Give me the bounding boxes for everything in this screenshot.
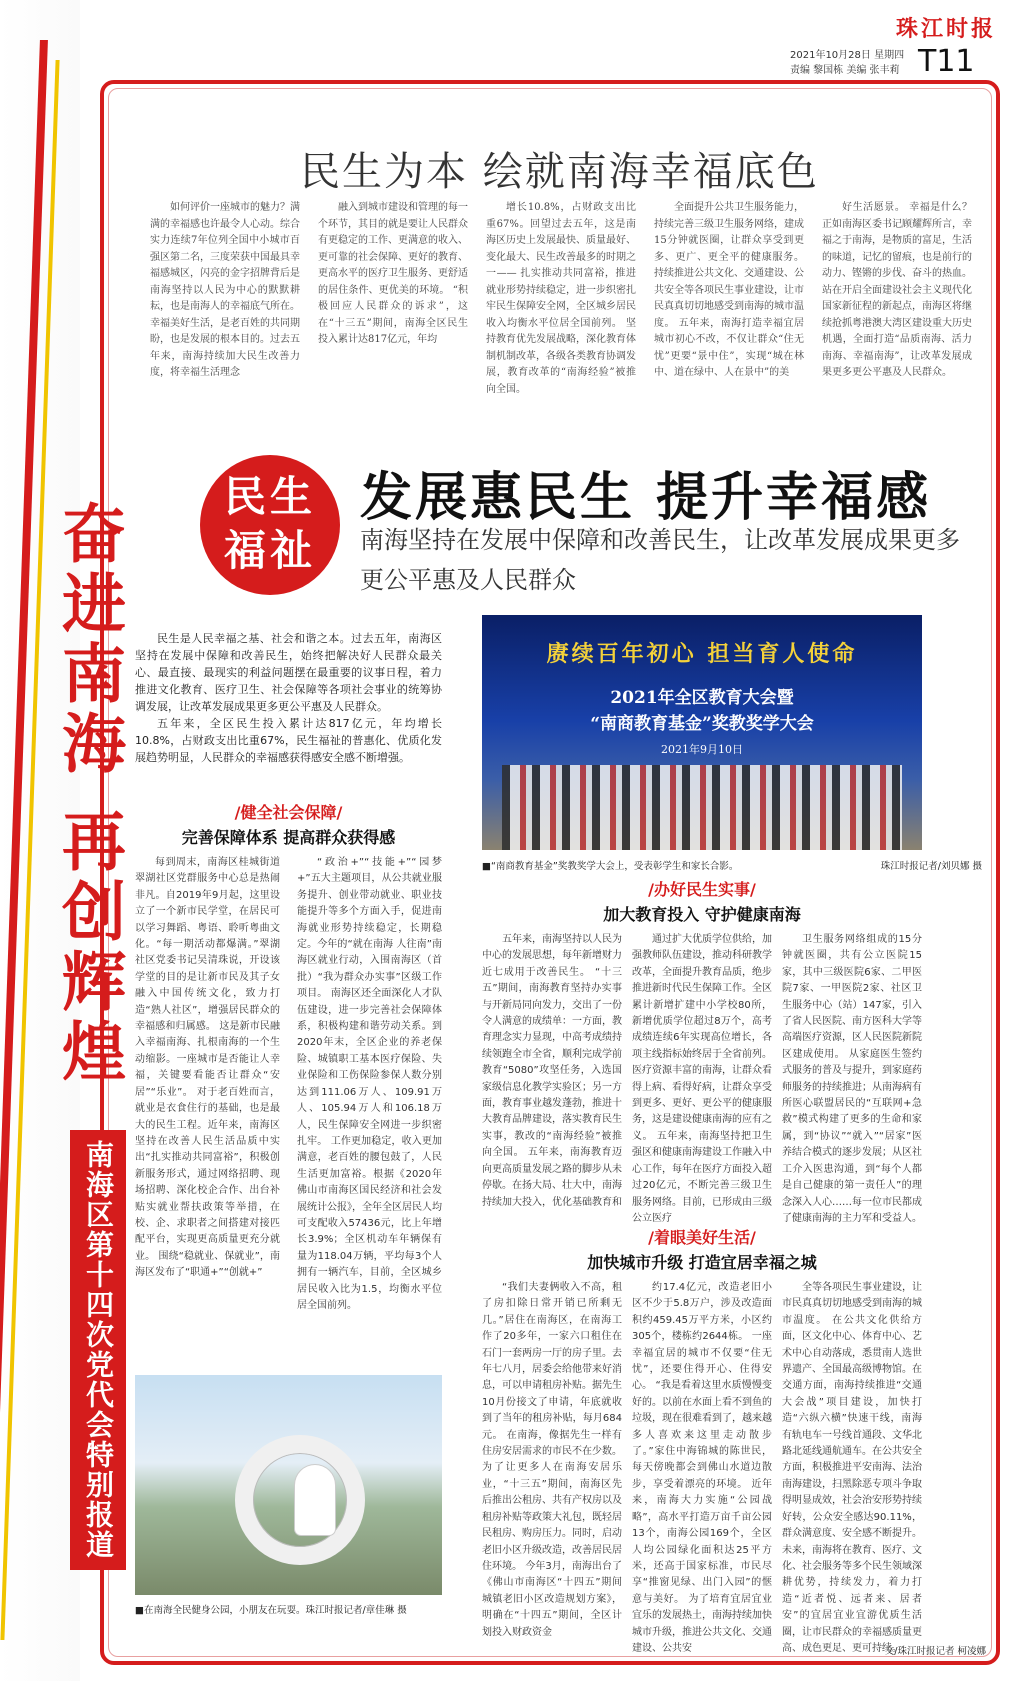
- editor-credits: 责编 黎国栋 美编 张丰莉: [790, 65, 900, 76]
- sec3-column-2: 约17.4亿元，改造老旧小区不少于5.8万户，涉及改造面积约459.45万平方米，小区约305个，楼栋约2644栋。 一座幸福宜居的城市不仅要“住无忧”，还要住得开心、住得安心。 “我是看着这里水质慢慢变好的。以前在水面上看不到鱼的垃圾，现在很难看到了，越来越多人喜欢来这里走动散步了。”家住中海锦城的陈世民，每天傍晚都会到佛山水道边散步，享受着漂亮的环境。 近年来，南海大力实施“公园战略”，高水平打造万亩千亩公园13个，南海公园169个，全区人均公园绿化面积达25平方米，还高于国家标准，市民尽享“推窗见绿、出门入园”的惬意与美好。 为了培育宜居宜业宜乐的发展热土，南海持续加快城市升级，推进公共文化、交通建设、公共安: [632, 1282, 772, 1654]
- article-byline: 文/珠江时报记者 柯凌娜: [884, 1646, 986, 1657]
- top-column-2: 融入到城市建设和管理的每一个环节，其目的就是要让人民群众有更稳定的工作、更满意的收入、更可靠的社会保障、更好的教育、更高水平的医疗卫生服务、更舒适的居住条件、更优美的环境。 “积极回应人民群众的诉求”，这在“十三五”期间，南海全区民生投入累计达817亿元，年均: [318, 202, 468, 345]
- photo-banner-title-1: 2021年全区教育大会暨: [610, 688, 794, 708]
- top-column-3: 增长10.8%，占财政支出比重67%。回望过去五年，这是南海区历史上发展最快、质量最好、变化最大、民生改善最多的时期之一—— 扎实推动共同富裕，推进就业形势持续稳定，进一步织密扎牢民生保障安全网，全区城乡居民收入均衡水平位居全国前列。 坚持教育优先发展战略，深化教育体制机制改革，各级各类教育协调发展，教育改革的“南海经验”被推向全国。: [486, 202, 636, 395]
- sec2-column-1: 五年来，南海坚持以人民为中心的发展思想，每年新增财力近七成用于改善民生。 “十三五”期间，南海教育坚持办实事与开新局同向发力，交出了一份令人满意的成绩单：一方面，教育理念实力显现，中高考成绩持续领跑全市全省，顺利完成学前教育“5080”攻坚任务，入选国家级信息化教学实验区；另一方面，教育事业越发蓬勃，推进十大教育品牌建设，落实教育民生实事，教改的“南海经验”被推向全国。 五年来，南海教育迈向更高质量发展之路的脚步从未停歇。在扬大局、壮大中，南海持续加大投入，优化基础教育和: [482, 934, 622, 1208]
- top-column-1: 如何评价一座城市的魅力？满满的幸福感也许最令人心动。综合实力连续7年位列全国中小城市百强区第二名，三度荣获中国最具幸福感城区，闪亮的金字招牌背后是南海坚持以人民为中心的默默耕耘，也是南海人的幸福底气所在。 幸福美好生活，是老百姓的共同期盼，也是发展的根本目的。过去五年来，南海持续加大民生改善力度，将幸福生活理念: [150, 202, 300, 378]
- sec2-column-3: 卫生服务网络组成的15分钟就医圈，共有公立医院15家，其中三级医院6家、二甲医院7家、一甲医院2家、社区卫生服务中心（站）147家，引入了省人民医院、南方医科大学等高端医疗资源，区人民医院新院区建成使用。 从家庭医生签约式服务的普及与提升，到家庭药师服务的持续推进；从南海病有所医心联盟居民的“互联网+急救”模式构建了更多的生命和家属，到“协议”“就入”“居家”医养结合模式的逐步发展；从区社工介入医患沟通，到“每个人都是自己健康的第一责任人”的理念深入人心……每一位市民都成了健康南海的主力军和受益人。: [782, 934, 922, 1224]
- sec3-tag: /着眼美好生活/: [648, 1228, 756, 1247]
- sec2-tag: /办好民生实事/: [648, 880, 756, 899]
- photo-banner-slogan: 赓续百年初心 担当育人使命: [546, 641, 858, 667]
- sec2-title: 加大教育投入 守护健康南海: [603, 905, 801, 924]
- top-column-4: 全面提升公共卫生服务能力，持续完善三级卫生服务网络，建成15分钟就医圈，让群众享受到更多、更广、更全平的健康服务。 持续推进公共文化、交通建设、公共安全等各项民生事业建设，让市民真真切切地感受到南海的城市温度。 五年来，南海打造幸福宜居城市初心不改，不仅让群众“住无忧”更要“景中住”，实现“城在林中、道在绿中、人在景中”的美: [654, 202, 804, 378]
- sec1-title: 完善保障体系 提高群众获得感: [181, 828, 396, 847]
- sec1-tag: /健全社会保障/: [234, 803, 343, 822]
- child-figure: [295, 1465, 335, 1535]
- education-conference-photo: [482, 615, 922, 850]
- feature-subhead: 南海坚持在发展中保障和改善民生，让改革发展成果更多更公平惠及人民群众: [360, 526, 960, 594]
- sec1-column-1: 每到周末，南海区桂城街道翠湖社区党群服务中心总是热闹非凡。自2019年9月起，这里设立了一个新市民学堂，在居民可以学习舞蹈、粤语、聆听粤曲文化。“每一期活动都爆满。”翠湖社区党委书记吴清珠说，开设该学堂的目的是让新市民及其子女融入中国传统文化，致力打造“熟人社区”，增强居民群众的幸福感和归属感。 这是新市民融入幸福南海、扎根南海的一个生动缩影。一座城市是否能让人幸福，关键要看能否让群众“安居”“乐业”。 对于老百姓而言，就业是衣食住行的基础，也是最大的民生工程。近年来，南海区坚持在改善人民生活品质中实出“扎实推动共同富裕”，积极创新服务形式，通过网络招聘、现场招聘、深化校企合作、出台补贴实就业帮扶政策等举措，在校、企、求职者之间搭建对接匹配平台，实现更高质量更充分就业。 围绕“稳就业、保就业”，南海区发布了“职通+”“创就+”: [135, 857, 280, 1279]
- photo1-credit: 珠江时报记者/刘贝娜 摄: [880, 861, 982, 872]
- sec3-title: 加快城市升级 打造宜居幸福之城: [587, 1253, 817, 1272]
- top-headline: 民生为本 绘就南海幸福底色: [300, 149, 819, 195]
- photo1-caption: ■“南商教育基金”奖教奖学大会上，受表彰学生和家长合影。: [482, 861, 739, 872]
- side-slogan: 奋进南海 再创辉煌: [51, 500, 126, 1089]
- top-column-5: 好生活愿景。 幸福是什么？正如南海区委书记顾耀辉所言，幸福之于南海，是物质的富足，生活的味道，记忆的留痕，也是前行的动力、铿锵的步伐、奋斗的热血。 站在开启全面建设社会主义现代化国家新征程的新起点，南海区将继续抢抓粤港澳大湾区建设重大历史机遇，全面打造“品质南海、活力南海、幸福南海”，让改革发展成果更多更公平惠及人民群众。: [822, 202, 972, 378]
- feature-badge-text: 民生福祉: [223, 472, 316, 575]
- special-report-label: 南海区第十四次党代会特别报道: [82, 1140, 115, 1560]
- sec3-column-3: 全等各项民生事业建设，让市民真真切切地感受到南海的城市温度。 在公共文化供给方面，区文化中心、体育中心、艺术中心自动落成，悉贯南人选世界遗产、全国最高级博物馆。在交通方面，南海持续推进“交通大会战”项目建设，加快打造“六纵六横”快速干线，南海有轨电车一号线首通段、文华北路北延线通航通车。在公共安全方面，积极推进平安南海、法治南海建设，扫黑除恶专项斗争取得明显成效，社会治安形势持续好转，公众安全感达90.11%，群众满意度、安全感不断提升。 未来，南海将在教育、医疗、文化、社会服务等多个民生领域深耕优势，持续发力，着力打造“近者悦、远者来、居者安”的宜居宜业宜游优质生活圈，让市民群众的幸福感质量更高、成色更足、更可持续。: [782, 1282, 922, 1654]
- newspaper-brand: 珠江时报: [895, 16, 996, 42]
- feature-lead: [135, 630, 442, 766]
- feature-headline: 发展惠民生 提升幸福感: [360, 467, 932, 528]
- sec3-column-1: “我们夫妻俩收入不高，租了房扣除日常开销已所剩无几。”居住在南海区，在南海工作了20多年，一家六口租住在石门一套两房一厅的房子里。去年七八月，居委会给他带来好消息，可以申请租房补贴。据先生10月份接文了申请，年底就收到了当年的租房补贴，每月684元。 在南海，像据先生一样有住房安居需求的市民不在少数。为了让更多人在南海安居乐业，“十三五”期间，南海区先后推出公租房、共有产权房以及租房补贴等政策大礼包，既轻居民租房、购房压力。同时，启动老旧小区升级改造，改善居民居住环境。 今年3月，南海出台了《佛山市南海区“十四五”期间城镇老旧小区改造规划方案》，明确在“十四五”期间，全区计划投入财政资金: [482, 1282, 622, 1638]
- lead-paragraph-2: 五年来，全区民生投入累计达817亿元，年均增长10.8%，占财政支出比重67%，民生福祉的普惠化、优质化发展趋势明显，人民群众的幸福感获得感安全感不断增强。: [135, 717, 442, 764]
- date-line: 2021年10月28日 星期四: [790, 50, 905, 61]
- page-number: T11: [918, 44, 975, 79]
- sec2-column-2: 通过扩大优质学位供给，加强教师队伍建设，推动科研教学改革，全面提升教育品质，绝步推进新时代民生保障工作。全区累计新增扩建中小学校80所，新增优质学位超过8万个，高考成绩连续6年实现高位增长，各项主线指标始终居于全省前列。 医疗资源丰富的南海，让群众看得上病、看得好病，让群众享受到更多、更好、更公平的健康服务，这是建设健康南海的应有之义。 五年来，南海坚持把卫生强区和健康南海建设工作融入中心工作，每年在医疗方面投入超过20亿元，不断完善三级卫生服务网络。目前，已形成由三级公立医疗: [632, 934, 772, 1224]
- photo-banner-date: 2021年9月10日: [661, 743, 743, 756]
- lead-paragraph-1: 民生是人民幸福之基、社会和谐之本。过去五年，南海区坚持在发展中保障和改善民生，始终把解决好人民群众最关心、最直接、最现实的利益问题摆在最重要的议事日程，着力推进文化教育、医疗卫生、社会保障等各项社会事业的统筹协调发展，让改革发展成果更多更公平惠及人民群众。: [135, 632, 442, 713]
- fitness-park-photo: [135, 1375, 442, 1595]
- photo2-caption: ■在南海全民健身公园，小朋友在玩耍。珠江时报记者/章佳琳 摄: [135, 1605, 407, 1616]
- sec1-column-2: “政治+”“技能+”“园梦+”五大主题项目，从公共就业服务提升、创业带动就业、职业技能提升等多个方面入手，促进南海就业形势持续稳定，长期稳定。今年的“就在南海 人往南”南海区就业行动，入围南海区（首批）“我为群众办实事”区级工作项目。 南海区还全面深化人才队伍建设，进一步完善社会保障体系，积极构建和谐劳动关系。到2020年末，全区企业的养老保险、城镇职工基本医疗保险、失业保险和工伤保险参保人数分别达到111.06万人、109.91万人、105.94万人和106.18万人，民生保障安全网进一步织密扎牢。 工作更加稳定，收入更加满意，老百姓的腰包鼓了，人民生活更加富裕。根据《2020年佛山市南海区国民经济和社会发展统计公报》，全年全区居民人均可支配收入57436元，比上年增长3.9%；全区机动车年辆保有量为118.04万辆，平均每3个人拥有一辆汽车，目前，全区城乡居民收入比为1.5，均衡水平位居全国前列。: [297, 857, 442, 1311]
- photo-people-group: [502, 765, 902, 850]
- photo-banner-title-2: “南商教育基金”奖教奖学大会: [590, 714, 814, 734]
